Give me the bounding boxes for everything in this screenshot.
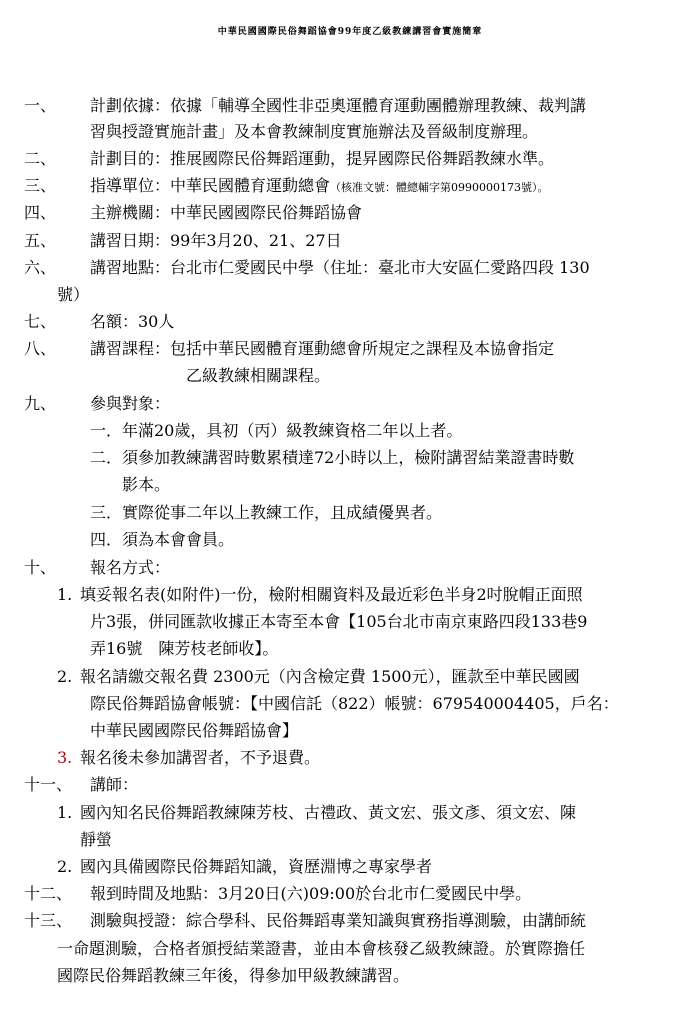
section-text: 計劃依據：依據「輔導全國性非亞奧運體育運動團體辦理教練、裁判講 — [90, 96, 587, 115]
section-number: 九、 — [24, 394, 57, 413]
section-text: 主辦機關：中華民國國際民俗舞蹈協會 — [90, 203, 363, 222]
section-number: 十、 — [24, 558, 57, 577]
lecturer-item-text: 靜螢 — [80, 830, 113, 849]
eligibility-item: 影本。 — [122, 475, 171, 494]
lecturer-item-text: 國內知名民俗舞蹈教練陳芳枝、古禮政、黃文宏、張文彥、須文宏、陳 — [80, 803, 577, 822]
registration-item-text: 報名後未參加講習者，不予退費。 — [80, 748, 321, 767]
section-number: 四、 — [24, 203, 57, 222]
section-text: 講習地點：台北市仁愛國民中學（住址：臺北市大安區仁愛路四段 130 — [90, 258, 590, 277]
document-title: 中華民國國際民俗舞蹈協會99年度乙級教練講習會實施簡章 — [217, 27, 483, 37]
section-number: 五、 — [24, 231, 57, 250]
section-number: 三、 — [24, 176, 57, 195]
section-text: 講師： — [90, 775, 139, 794]
section-number: 十二、 — [24, 884, 73, 903]
section-text: 名額：30人 — [90, 312, 175, 331]
section-number: 六、 — [24, 258, 57, 277]
item-number: 2. — [57, 857, 73, 876]
registration-item-text: 片3張，併同匯款收據正本寄至本會【105台北市南京東路四段133巷9 — [90, 612, 588, 631]
registration-item-text: 弄16號 陳芳枝老師收】。 — [90, 639, 279, 658]
section-text: 報名方式： — [90, 558, 171, 577]
section-text: 講習課程：包括中華民國體育運動總會所規定之課程及本協會指定 — [90, 339, 555, 358]
section-number: 十三、 — [24, 911, 73, 930]
section-text: 講習日期：99年3月20、21、27日 — [90, 231, 342, 250]
section-number: 二、 — [24, 149, 57, 168]
section-text-main: 指導單位：中華民國體育運動總會 — [90, 176, 331, 195]
section-text: 國際民俗舞蹈教練三年後，得參加甲級教練講習。 — [57, 966, 410, 985]
approval-note: （核准文號：體總輔字第0990000173號）。 — [330, 181, 549, 194]
registration-item-text: 報名請繳交報名費 2300元（內含檢定費 1500元），匯款至中華民國國 — [80, 667, 580, 686]
item-number: 1. — [57, 803, 73, 822]
section-text: 一命題測驗，合格者頒授結業證書，並由本會核發乙級教練證。於實際擔任 — [57, 939, 586, 958]
section-number: 一、 — [24, 96, 57, 115]
eligibility-item: 一．年滿20歲，具初（丙）級教練資格二年以上者。 — [90, 421, 463, 440]
section-number: 八、 — [24, 339, 57, 358]
section-text: 測驗與授證：綜合學科、民俗舞蹈專業知識與實務指導測驗，由講師統 — [90, 911, 587, 930]
registration-item-text: 際民俗舞蹈協會帳號：【中國信託（822）帳號：679540004405，戶名： — [90, 694, 619, 713]
section-text — [90, 174, 549, 198]
section-number: 十一、 — [24, 775, 73, 794]
section-text: 習與授證實施計畫」及本會教練制度實施辦法及晉級制度辦理。 — [90, 122, 539, 141]
registration-item-text: 中華民國國際民俗舞蹈協會】 — [90, 721, 299, 740]
registration-item-text: 填妥報名表(如附件)一份，檢附相關資料及最近彩色半身2吋脫帽正面照 — [80, 585, 583, 604]
item-number: 1. — [57, 585, 73, 604]
section-text: 號） — [57, 285, 90, 304]
section-text: 參與對象： — [90, 394, 171, 413]
section-number: 七、 — [24, 312, 57, 331]
section-text: 乙級教練相關課程。 — [186, 366, 331, 385]
eligibility-item: 三．實際從事二年以上教練工作，且成績優異者。 — [90, 503, 443, 522]
lecturer-item-text: 國內具備國際民俗舞蹈知識，資歷淵博之專家學者 — [80, 857, 433, 876]
item-number-highlighted: 3. — [57, 748, 73, 767]
eligibility-item: 四．須為本會會員。 — [90, 530, 235, 549]
eligibility-item: 二．須參加教練講習時數累積達72小時以上，檢附講習結業證書時數 — [90, 448, 575, 467]
section-text: 計劃目的：推展國際民俗舞蹈運動，提昇國際民俗舞蹈教練水準。 — [90, 149, 555, 168]
section-text: 報到時間及地點：3月20日(六)09:00於台北市仁愛國民中學。 — [90, 884, 532, 903]
item-number: 2. — [57, 667, 73, 686]
